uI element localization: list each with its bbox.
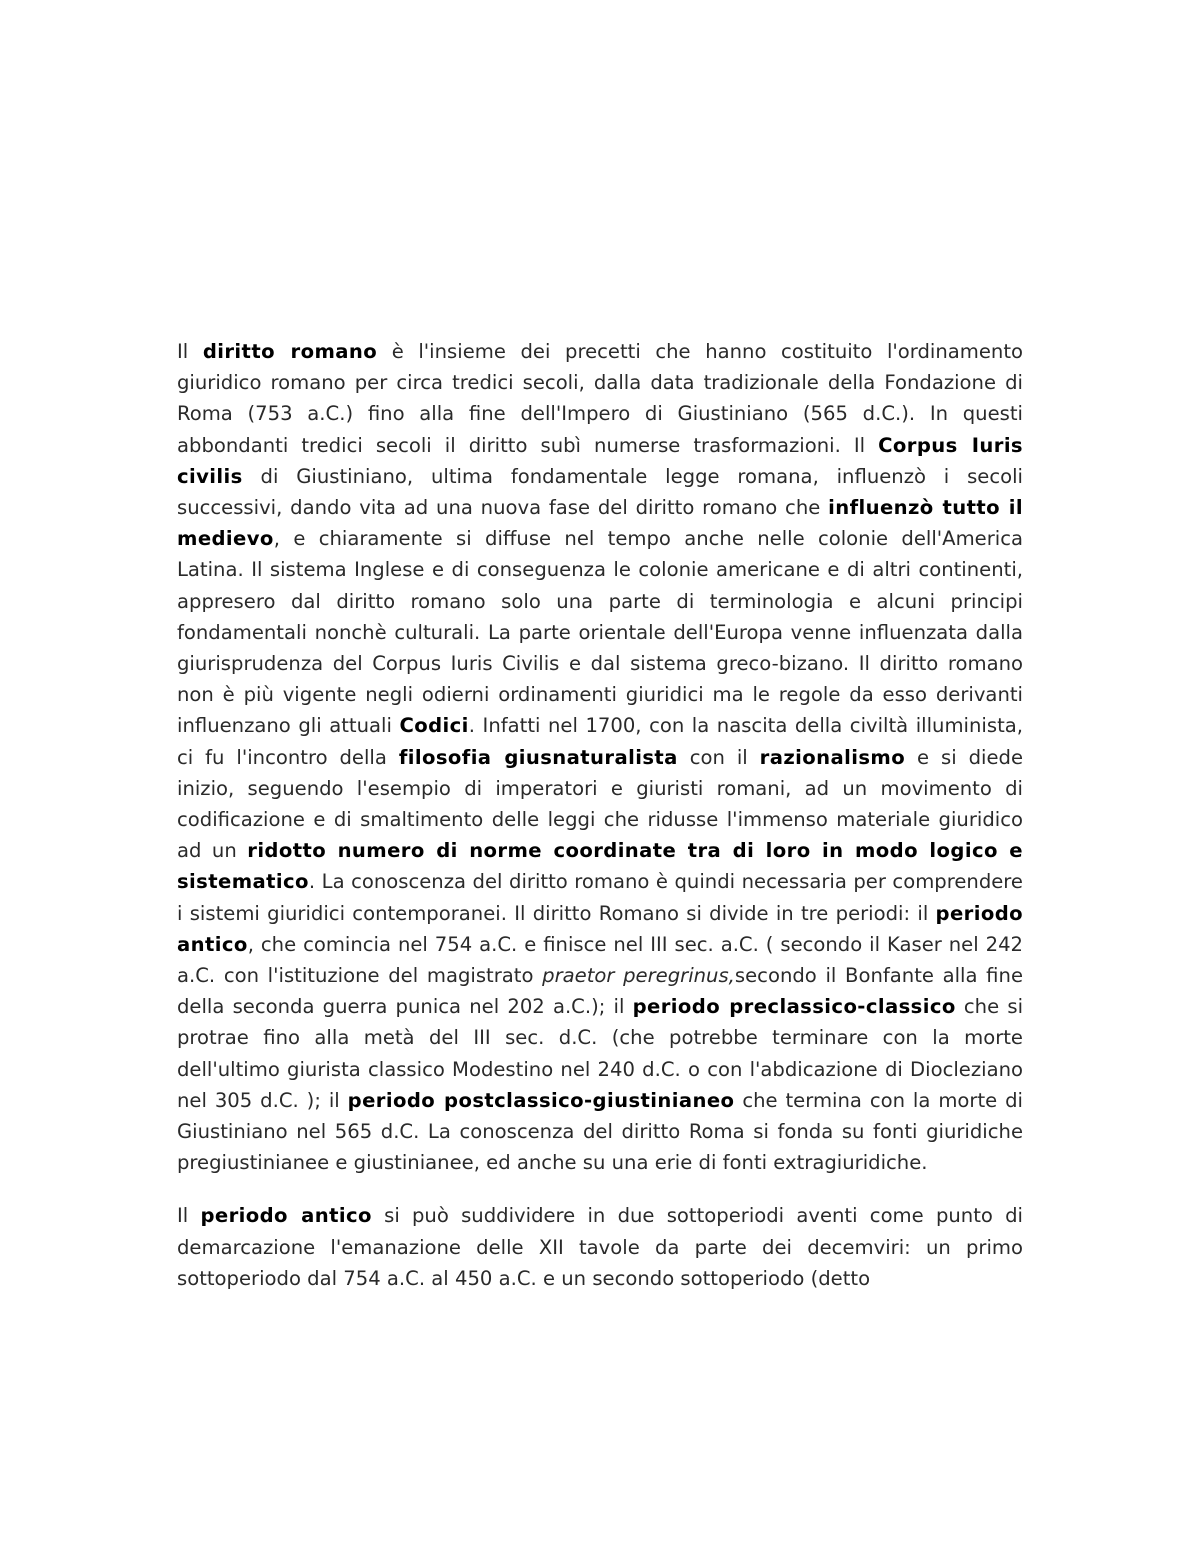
text-run: secondo il Bonfante alla fine della seconda guerra punica nel 202 a.C.); il xyxy=(177,964,1024,1019)
bold-term-filosofia-giusnaturalista: filosofia giusnaturalista xyxy=(398,745,678,769)
text-run: si può suddividere in due sottoperiodi aventi come punto di demarcazione l'emanazione delle XII tavole da parte dei decemviri: un primo sottoperiodo dal 754 a.C. al 450 a.C. e un secondo sottoperiodo (detto xyxy=(177,1204,1023,1290)
text-run: , che comincia nel 754 a.C. e finisce nel III sec. a.C. ( secondo il Kaser nel 242 a.C. con l'istituzione del magistrato xyxy=(177,932,1023,988)
paragraph-2 xyxy=(177,1200,1023,1294)
text-run: con il xyxy=(677,745,760,769)
bold-term-periodo-antico: periodo antico xyxy=(177,901,1023,956)
bold-term-influenzo-medievo: influenzò tutto il medievo xyxy=(177,496,1023,551)
text-run: , e chiaramente si diffuse nel tempo anche nelle colonie dell'America Latina. Il sistema Inglese e di conseguenza le colonie americane e di altri continenti, appresero dal diritto romano solo una parte di terminologia e alcuni principi fondamentali nonchè culturali. La parte orientale dell'Europa venne influenzata dalla giurisprudenza del Corpus Iuris Civilis e dal sistema greco-bizano. Il diritto romano non è più vigente negli odierni ordinamenti giuridici ma le regole da esso derivanti influenzano gli attuali xyxy=(177,527,1023,738)
bold-term-periodo-preclassico-classico: periodo preclassico-classico xyxy=(632,995,956,1019)
text-run: di Giustiniano, ultima fondamentale legge romana, influenzò i secoli successivi, dando vita ad una nuova fase del diritto romano che xyxy=(177,464,1023,520)
text-run: e si diede inizio, seguendo l'esempio di imperatori e giuristi romani, ad un movimento di codificazione e di smaltimento delle leggi che ridusse l'immenso materiale giuridico ad un xyxy=(177,745,1024,863)
bold-term-corpus-iuris-civilis: Corpus Iuris civilis xyxy=(177,433,1023,488)
bold-term-ridotto-numero-norme: ridotto numero di norme coordinate tra di loro in modo logico e sistematico xyxy=(177,839,1023,894)
italic-term-praetor-peregrinus: praetor peregrinus, xyxy=(542,964,735,988)
bold-term-periodo-antico: periodo antico xyxy=(200,1204,372,1228)
bold-term-periodo-postclassico-giustinianeo: periodo postclassico-giustinianeo xyxy=(347,1088,735,1112)
bold-term-codici: Codici xyxy=(399,714,469,738)
text-run: . Infatti nel 1700, con la nascita della civiltà illuminista, ci fu l'incontro della xyxy=(177,714,1023,769)
bold-term-diritto-romano: diritto romano xyxy=(202,340,378,363)
paragraph-1 xyxy=(177,336,1023,1178)
text-run: Il xyxy=(177,1204,201,1228)
text-run: Il xyxy=(177,340,203,363)
text-run: che si protrae fino alla metà del III sec. d.C. (che potrebbe terminare con la morte dell'ultimo giurista classico Modestino nel 240 d.C. o con l'abdicazione di Diocleziano nel 305 d.C. ); il xyxy=(177,995,1024,1112)
document-body xyxy=(177,336,1023,1294)
bold-term-razionalismo: razionalismo xyxy=(759,745,906,769)
text-run: . La conoscenza del diritto romano è quindi necessaria per comprendere i sistemi giuridici contemporanei. Il diritto Romano si divide in tre periodi: il xyxy=(177,870,1023,925)
text-run: che termina con la morte di Giustiniano nel 565 d.C. La conoscenza del diritto Roma si fonda su fonti giuridiche pregiustinianee e giustinianee, ed anche su una erie di fonti extragiuridiche. xyxy=(177,1088,1023,1175)
text-run: è l'insieme dei precetti che hanno costituito l'ordinamento giuridico romano per circa tredici secoli, dalla data tradizionale della Fondazione di Roma (753 a.C.) fino alla fine dell'Impero di Giustiniano (565 d.C.). In questi abbondanti tredici secoli il diritto subì numerse trasformazioni. Il xyxy=(177,340,1024,457)
